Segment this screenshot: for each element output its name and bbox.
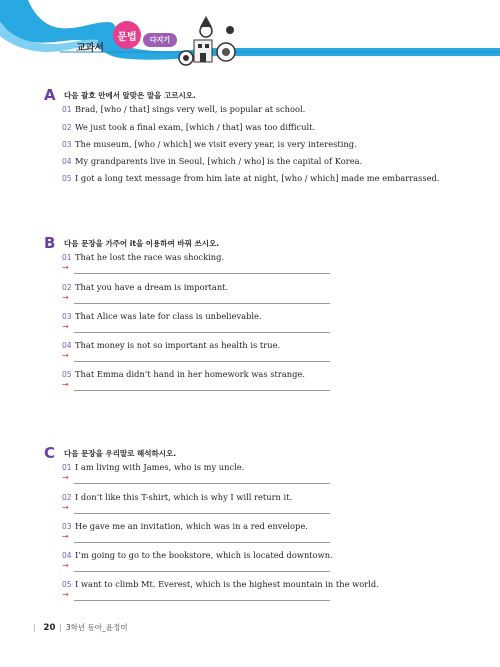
arrow-icon: → [62,532,69,541]
section-a-header [44,88,464,102]
page-footer: | 20 | 3학년 동아_윤정미 [33,622,128,633]
question-text: I got a long text message from him late at night, [who / which] made me embarrassed. [75,173,440,183]
question-item [62,521,308,531]
question-text: That he lost the race was shocking. [75,252,225,262]
section-c [44,444,464,599]
arrow-icon: → [62,503,69,512]
arrow-icon: → [62,380,69,389]
section-b-letter: B [44,234,56,252]
question-text: My grandparents live in Seoul, [which / who] is the capital of Korea. [75,156,363,166]
footer-info: 3학년 동아_윤정미 [65,623,128,632]
question-number: 03 [62,140,72,149]
section-c-header [44,446,464,460]
textbook-brand-label: 교과서 [76,43,104,54]
answer-line[interactable] [62,294,330,304]
section-a-letter: A [44,86,56,104]
question-item [62,311,262,321]
answer-line[interactable] [62,504,330,514]
question-item [62,282,228,292]
question-number: 02 [62,123,72,132]
practice-badge: 다지기 [143,33,177,47]
question-item [62,139,357,149]
question-text: That you have a dream is important. [75,282,229,292]
question-item [62,122,315,132]
question-number: 04 [62,551,72,560]
answer-line[interactable] [62,381,330,391]
page-number: 20 [43,622,56,633]
question-number: 04 [62,341,72,350]
question-number: 02 [62,493,72,502]
header-banner [0,0,500,80]
grammar-badge: 문법 [113,21,141,49]
question-number: 01 [62,105,72,114]
answer-line[interactable] [62,474,330,484]
arrow-icon: → [62,263,69,272]
answer-line[interactable] [62,352,330,362]
section-b-header [44,236,464,250]
question-text: I want to climb Mt. Everest, which is the highest mountain in the world. [75,579,379,589]
section-b [44,234,464,389]
question-number: 05 [62,174,72,183]
question-item [62,173,440,183]
question-text: Brad, [who / that] sings very well, is popular at school. [75,104,306,114]
question-item [62,340,280,350]
question-item [62,579,379,589]
answer-line[interactable] [62,264,330,274]
question-text: That Emma didn’t hand in her homework was strange. [75,369,305,379]
arrow-icon: → [62,561,69,570]
question-number: 03 [62,522,72,531]
question-number: 03 [62,312,72,321]
question-number: 05 [62,580,72,589]
section-c-instruction: 다음 문장을 우리말로 해석하시오. [64,448,177,458]
answer-line[interactable] [62,533,330,543]
question-text: He gave me an invitation, which was in a red envelope. [75,521,308,531]
question-text: That Alice was late for class is unbelievable. [75,311,262,321]
arrow-icon: → [62,322,69,331]
question-item [62,369,305,379]
question-item [62,550,333,560]
answer-line[interactable] [62,591,330,601]
question-number: 01 [62,463,72,472]
section-a-instruction: 다음 괄호 안에서 알맞은 말을 고르시오. [64,90,196,100]
section-b-instruction: 다음 문장을 가주어 it을 이용하여 바꿔 쓰시오. [64,238,220,248]
arrow-icon: → [62,590,69,599]
question-text: That money is not so important as health is true. [75,340,281,350]
question-text: I’m going to go to the bookstore, which is located downtown. [75,550,333,560]
question-item [62,156,362,166]
banner-wave-graphic [0,0,500,80]
question-item [62,492,292,502]
question-text: The museum, [who / which] we visit every year, is very interesting. [75,139,357,149]
section-c-letter: C [44,444,56,462]
question-text: I don’t like this T-shirt, which is why I will return it. [75,492,293,502]
arrow-icon: → [62,293,69,302]
answer-line[interactable] [62,562,330,572]
arrow-icon: → [62,473,69,482]
question-number: 04 [62,157,72,166]
question-item [62,104,305,114]
question-number: 05 [62,370,72,379]
arrow-icon: → [62,351,69,360]
answer-line[interactable] [62,323,330,333]
question-item [62,252,224,262]
section-a [44,86,464,183]
question-number: 02 [62,283,72,292]
question-item [62,462,244,472]
question-number: 01 [62,253,72,262]
question-text: We just took a final exam, [which / that] was too difficult. [75,122,316,132]
question-text: I am living with James, who is my uncle. [75,462,245,472]
